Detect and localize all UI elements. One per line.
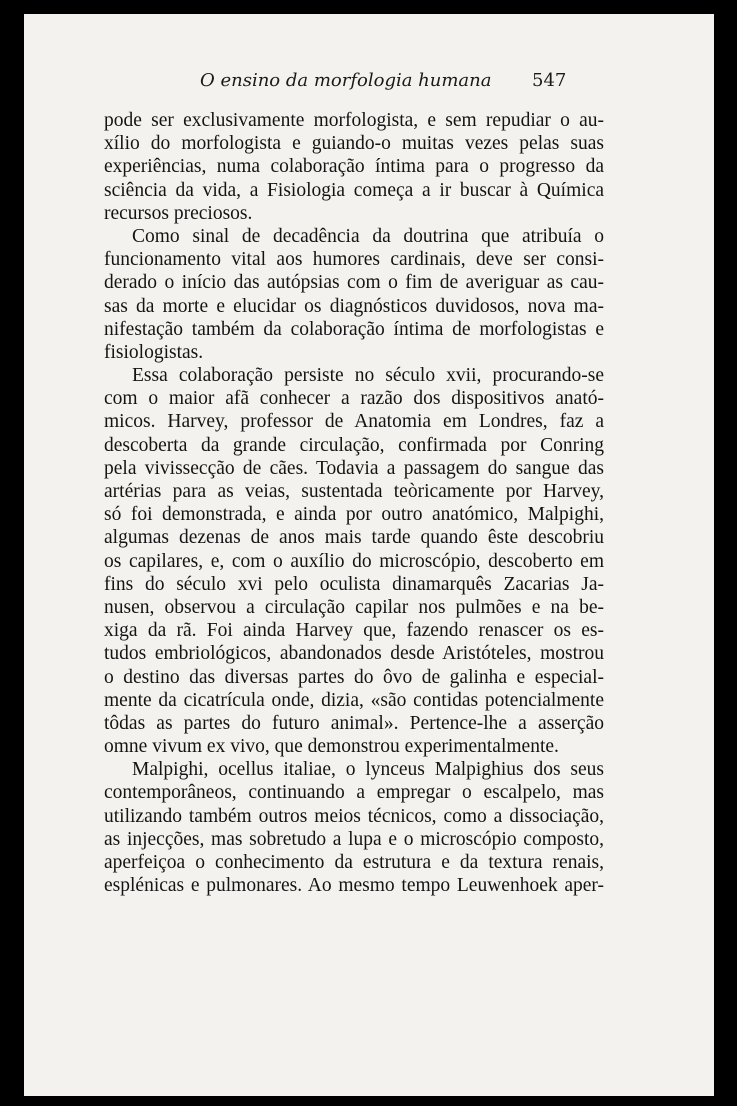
text-line: Essa colaboração persiste no século xvii, procurando-se [132, 365, 604, 387]
text-line: xílio do morfologista e guiando-o muitas vezes pelas suas [104, 133, 604, 155]
text-line: tudos embriológicos, abandonados desde Aristóteles, mostrou [104, 643, 604, 665]
text-line: Malpighi, ocellus italiae, o lynceus Malpighius dos seus [132, 759, 604, 781]
body-text [104, 109, 604, 897]
text-line: fisiologistas. [104, 341, 204, 363]
text-line: com o maior afã conhecer a razão dos dispositivos anató- [104, 388, 604, 410]
text-line: só foi demonstrada, e ainda por outro anatómico, Malpighi, [104, 504, 604, 526]
text-line: tôdas as partes do futuro animal». Pertence-lhe a asserção [104, 712, 604, 734]
text-line: funcionamento vital aos humores cardinais, deve ser consi- [104, 249, 604, 271]
text-line: fins do século xvi pelo oculista dinamarquês Zacarias Ja- [104, 573, 604, 595]
text-line: descoberta da grande circulação, confirmada por Conring [104, 434, 604, 456]
text-line: contemporâneos, continuando a empregar o escalpelo, mas [104, 782, 604, 804]
page-header [24, 70, 714, 96]
text-line: derado o início das autópsias com o fim de averiguar as cau- [104, 272, 604, 294]
text-line: os capilares, e, com o auxílio do microscópio, descoberto em [104, 550, 604, 572]
running-title: O ensino da morfologia humana [200, 70, 492, 91]
text-line: recursos preciosos. [104, 202, 253, 224]
text-line: sas da morte e elucidar os diagnósticos duvidosos, nova ma- [104, 295, 604, 317]
paragraph [104, 364, 604, 758]
paragraph [104, 758, 604, 897]
book-page [24, 14, 714, 1096]
text-line: nifestação também da colaboração íntima de morfologistas e [104, 318, 604, 340]
text-line: esplénicas e pulmonares. Ao mesmo tempo Leuwenhoek aper- [104, 875, 604, 897]
text-line: Como sinal de decadência da doutrina que atribuía o [132, 225, 604, 247]
text-line: algumas dezenas de anos mais tarde quando êste descobriu [104, 527, 604, 549]
paragraph [104, 109, 604, 225]
text-line: pela vivissecção de cães. Todavia a passagem do sangue das [104, 457, 604, 479]
text-line: pode ser exclusivamente morfologista, e sem repudiar o au- [104, 110, 604, 131]
text-line: utilizando também outros meios técnicos, como a dissociação, [104, 805, 604, 827]
text-line: omne vivum ex vivo, que demonstrou experimentalmente. [104, 736, 559, 758]
text-line: aperfeiçoa o conhecimento da estrutura e da textura renais, [104, 852, 604, 873]
text-line: o destino das diversas partes do ôvo de galinha e especial- [104, 666, 604, 688]
text-line: as injecções, mas sobretudo a lupa e o microscópio composto, [104, 828, 604, 850]
text-line: sciência da vida, a Fisiologia começa a ir buscar à Química [104, 179, 604, 201]
text-line: mente da cicatrícula onde, dizia, «são contidas potencialmente [104, 689, 604, 711]
paragraph [104, 225, 604, 364]
text-line: xiga da rã. Foi ainda Harvey que, fazendo renascer os es- [104, 620, 604, 642]
text-line: micos. Harvey, professor de Anatomia em Londres, faz a [104, 411, 604, 433]
text-line: artérias para as veias, sustentada teòricamente por Harvey, [104, 481, 604, 502]
text-line: experiências, numa colaboração íntima para o progresso da [104, 156, 604, 178]
page-number: 547 [532, 70, 567, 91]
text-line: nusen, observou a circulação capilar nos pulmões e na be- [104, 596, 604, 618]
